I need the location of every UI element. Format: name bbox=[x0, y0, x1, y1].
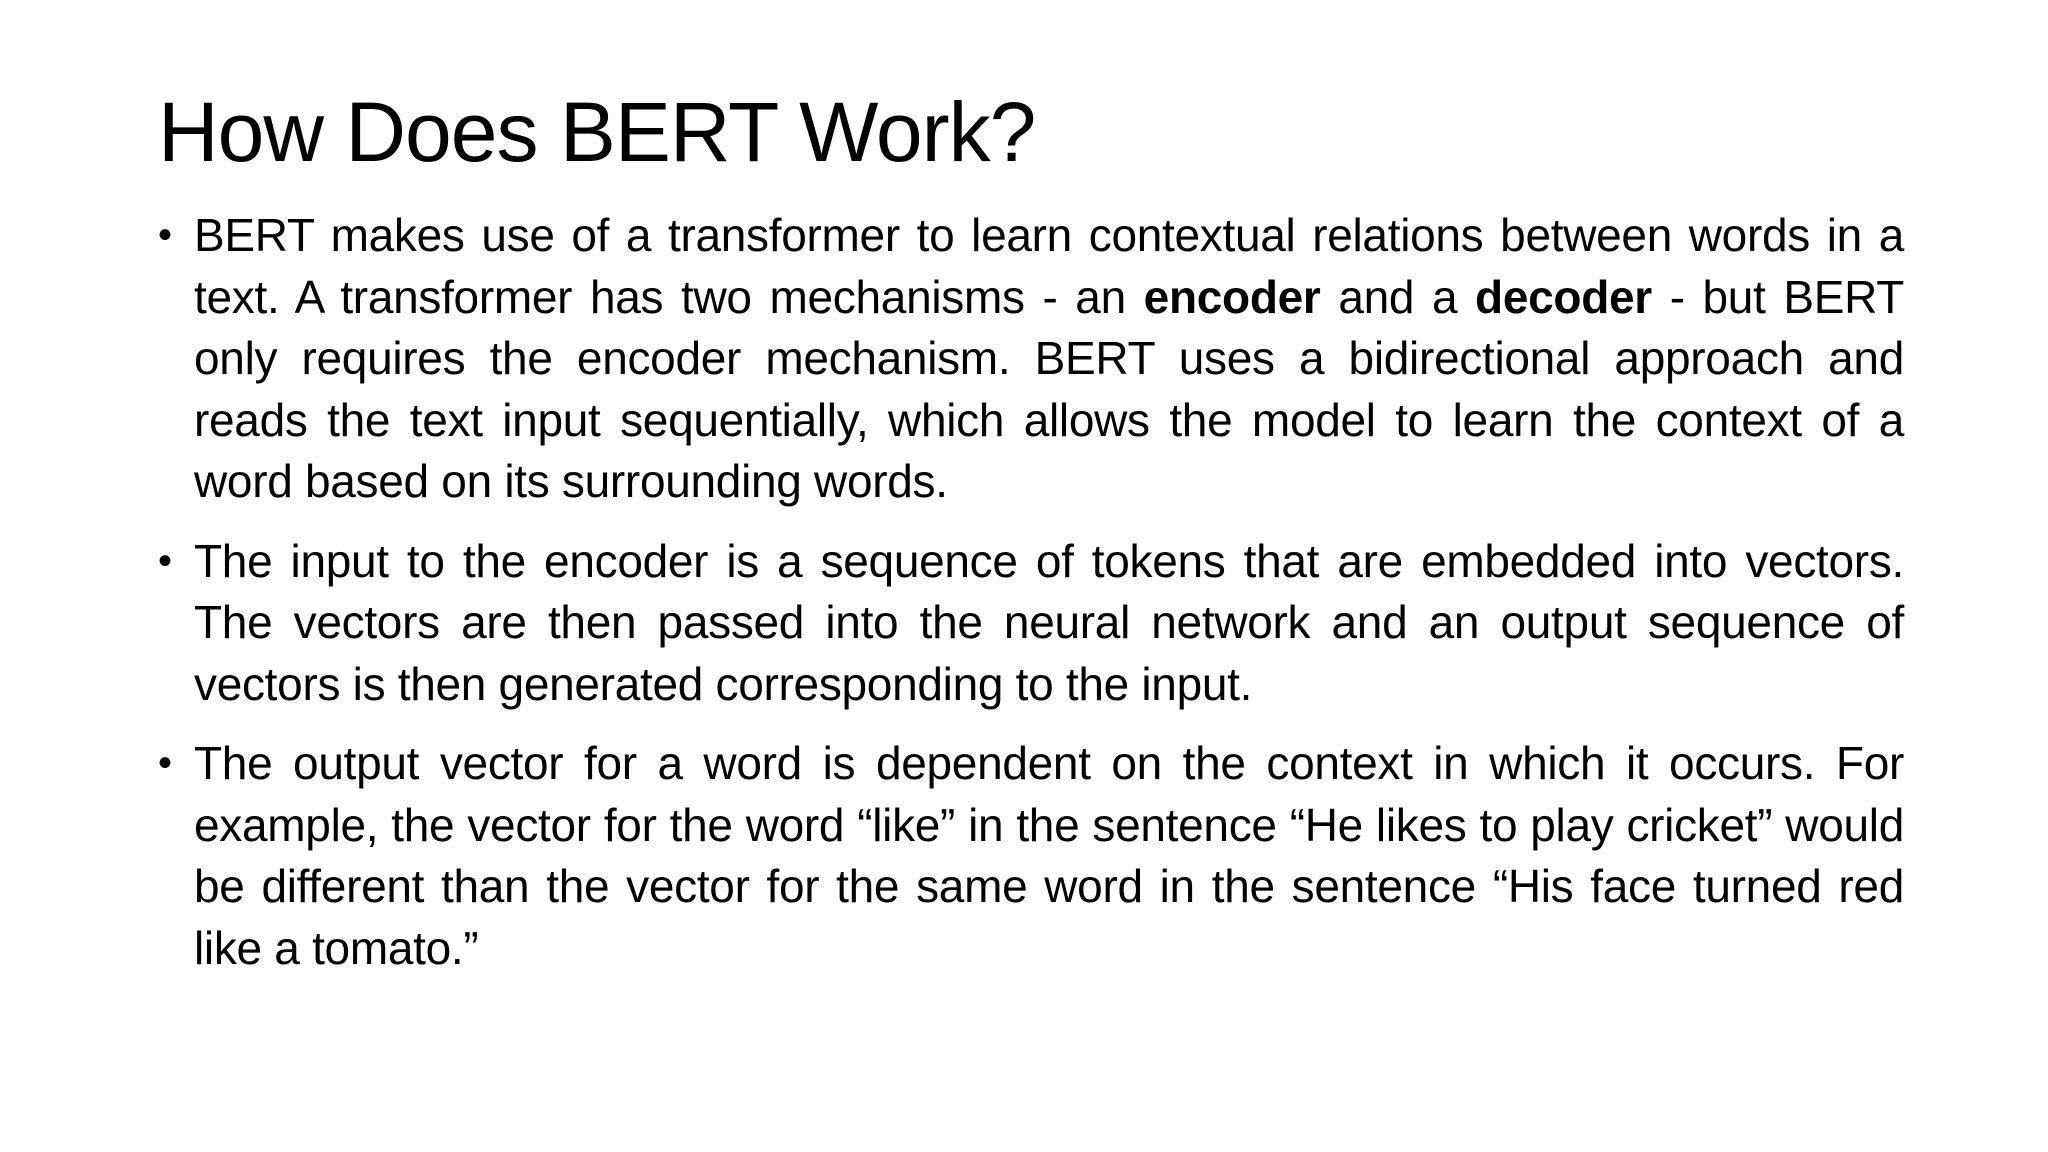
bullet-list bbox=[158, 205, 1904, 997]
bullet-item-1 bbox=[158, 205, 1904, 513]
bullet-3-text: The output vector for a word is dependent on the context in which it occurs. For example, the vector for the word “like” in the sentence “He likes to play cricket” would be different than the vector for the same word in the sentence “His face turned red like a tomato.” bbox=[194, 737, 1904, 974]
bullet-dot-icon: • bbox=[158, 538, 172, 583]
bullet-1-text-part3: - but BERT only requires the encoder mechanism. BERT uses a bidirectional approach and reads the text input sequentially, which allows the model to learn the context of a word based on its surrounding words. bbox=[194, 270, 1904, 507]
bullet-1-bold-decoder: decoder bbox=[1475, 270, 1652, 323]
bullet-dot-icon: • bbox=[158, 741, 172, 785]
slide-title: How Does BERT Work? bbox=[158, 85, 1036, 179]
bullet-1-bold-encoder: encoder bbox=[1143, 270, 1321, 323]
bullet-1-text-part1: BERT makes use of a transformer to learn contextual relations between words in a text. A transformer has two mechanisms - an bbox=[194, 209, 1904, 323]
bullet-item-2 bbox=[158, 531, 1904, 716]
bullet-item-3 bbox=[158, 733, 1904, 979]
bullet-1-text-part2: and a bbox=[1320, 270, 1476, 323]
bullet-dot-icon: • bbox=[158, 213, 172, 257]
bullet-2-text: The input to the encoder is a sequence of tokens that are embedded into vectors. The vectors are then passed into the neural network and an output sequence of vectors is then generated corresponding to the input. bbox=[194, 534, 1904, 710]
